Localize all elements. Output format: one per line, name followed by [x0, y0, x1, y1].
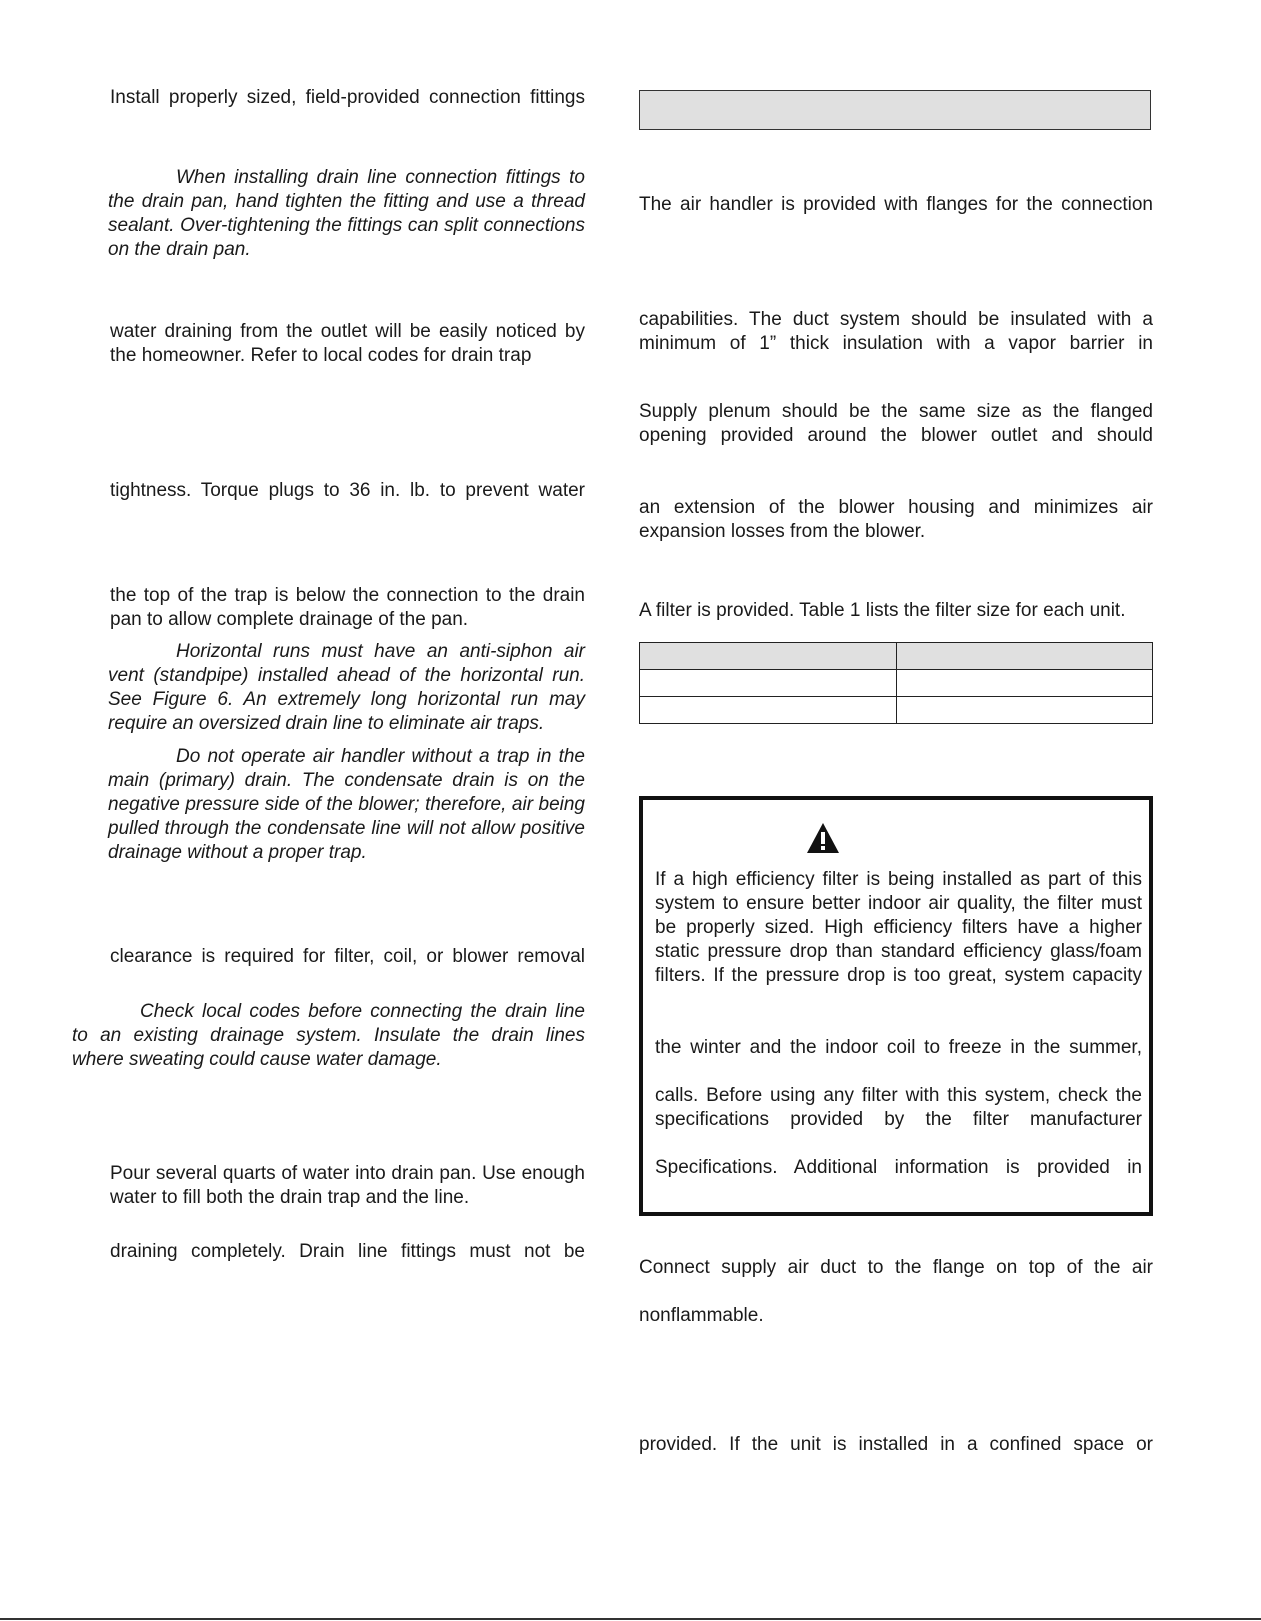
- right-p4: an extension of the blower housing and minimizes air expansion losses from the blower.: [639, 497, 1153, 542]
- warning-triangle-icon: [806, 822, 840, 854]
- right-p8: provided. If the unit is installed in a confined space or: [639, 1434, 1153, 1455]
- right-p7: nonflammable.: [639, 1305, 764, 1326]
- left-p4: the top of the trap is below the connection to the drain pan to allow complete drainage of the pan.: [110, 585, 585, 630]
- right-p2: capabilities. The duct system should be insulated with a minimum of 1” thick insulation with a vapor barrier in: [639, 309, 1153, 354]
- table-header-row: [640, 643, 1153, 670]
- table-cell: [896, 697, 1153, 724]
- table-cell: [640, 670, 897, 697]
- right-p5: A filter is provided. Table 1 lists the filter size for each unit.: [639, 600, 1126, 621]
- left-p2: water draining from the outlet will be easily noticed by the homeowner. Refer to local codes for drain trap: [110, 321, 585, 366]
- table-cell: [896, 670, 1153, 697]
- note-local-codes: Check local codes before connecting the drain line to an existing drainage system. Insulate the drain lines where sweating could cause water damage.: [72, 1001, 585, 1070]
- note-drain-fittings: When installing drain line connection fittings to the drain pan, hand tighten the fitting and use a thread sealant. Over-tightening the fittings can split connections on the drain pan.: [108, 167, 585, 260]
- note-horizontal-runs: Horizontal runs must have an anti-siphon air vent (standpipe) installed ahead of the horizontal run. See Figure 6. An extremely long horizontal run may require an oversized drain line to eliminate air traps.: [108, 641, 585, 734]
- caution-box: [639, 796, 1153, 1216]
- section-header-box: [639, 90, 1151, 130]
- note-trap-required: Do not operate air handler without a trap in the main (primary) drain. The condensate drain is on the negative pressure side of the blower; therefore, air being pulled through the condensate line will not allow positive drainage without a proper trap.: [108, 746, 585, 863]
- footer-rule: [0, 1618, 1261, 1620]
- left-p5: clearance is required for filter, coil, or blower removal: [110, 946, 585, 967]
- table-cell: [640, 697, 897, 724]
- caution-text-3: calls. Before using any filter with this system, check the specifications provided by the filter manufacturer: [655, 1085, 1142, 1130]
- caution-text-4: Specifications. Additional information is provided in: [655, 1157, 1142, 1178]
- caution-text-2: the winter and the indoor coil to freeze in the summer,: [655, 1037, 1142, 1058]
- right-p3: Supply plenum should be the same size as the flanged opening provided around the blower outlet and should: [639, 401, 1153, 446]
- table-header-cell: [640, 643, 897, 670]
- table-row: [640, 670, 1153, 697]
- caution-text-1: If a high efficiency filter is being installed as part of this system to ensure better indoor air quality, the filter must be properly sized. High efficiency filters have a higher static pressure drop than standard efficiency glass/foam filters. If the pressure drop is too great, system capacity: [655, 869, 1142, 986]
- table-header-cell: [896, 643, 1153, 670]
- left-p3: tightness. Torque plugs to 36 in. lb. to prevent water: [110, 480, 585, 501]
- left-p7: draining completely. Drain line fittings must not be: [110, 1241, 585, 1262]
- left-p1: Install properly sized, field-provided connection fittings: [110, 87, 585, 108]
- left-p6: Pour several quarts of water into drain pan. Use enough water to fill both the drain trap and the line.: [110, 1163, 585, 1208]
- right-p6: Connect supply air duct to the flange on top of the air: [639, 1257, 1153, 1278]
- table-row: [640, 697, 1153, 724]
- right-p1: The air handler is provided with flanges for the connection: [639, 194, 1153, 215]
- filter-size-table: [639, 642, 1153, 724]
